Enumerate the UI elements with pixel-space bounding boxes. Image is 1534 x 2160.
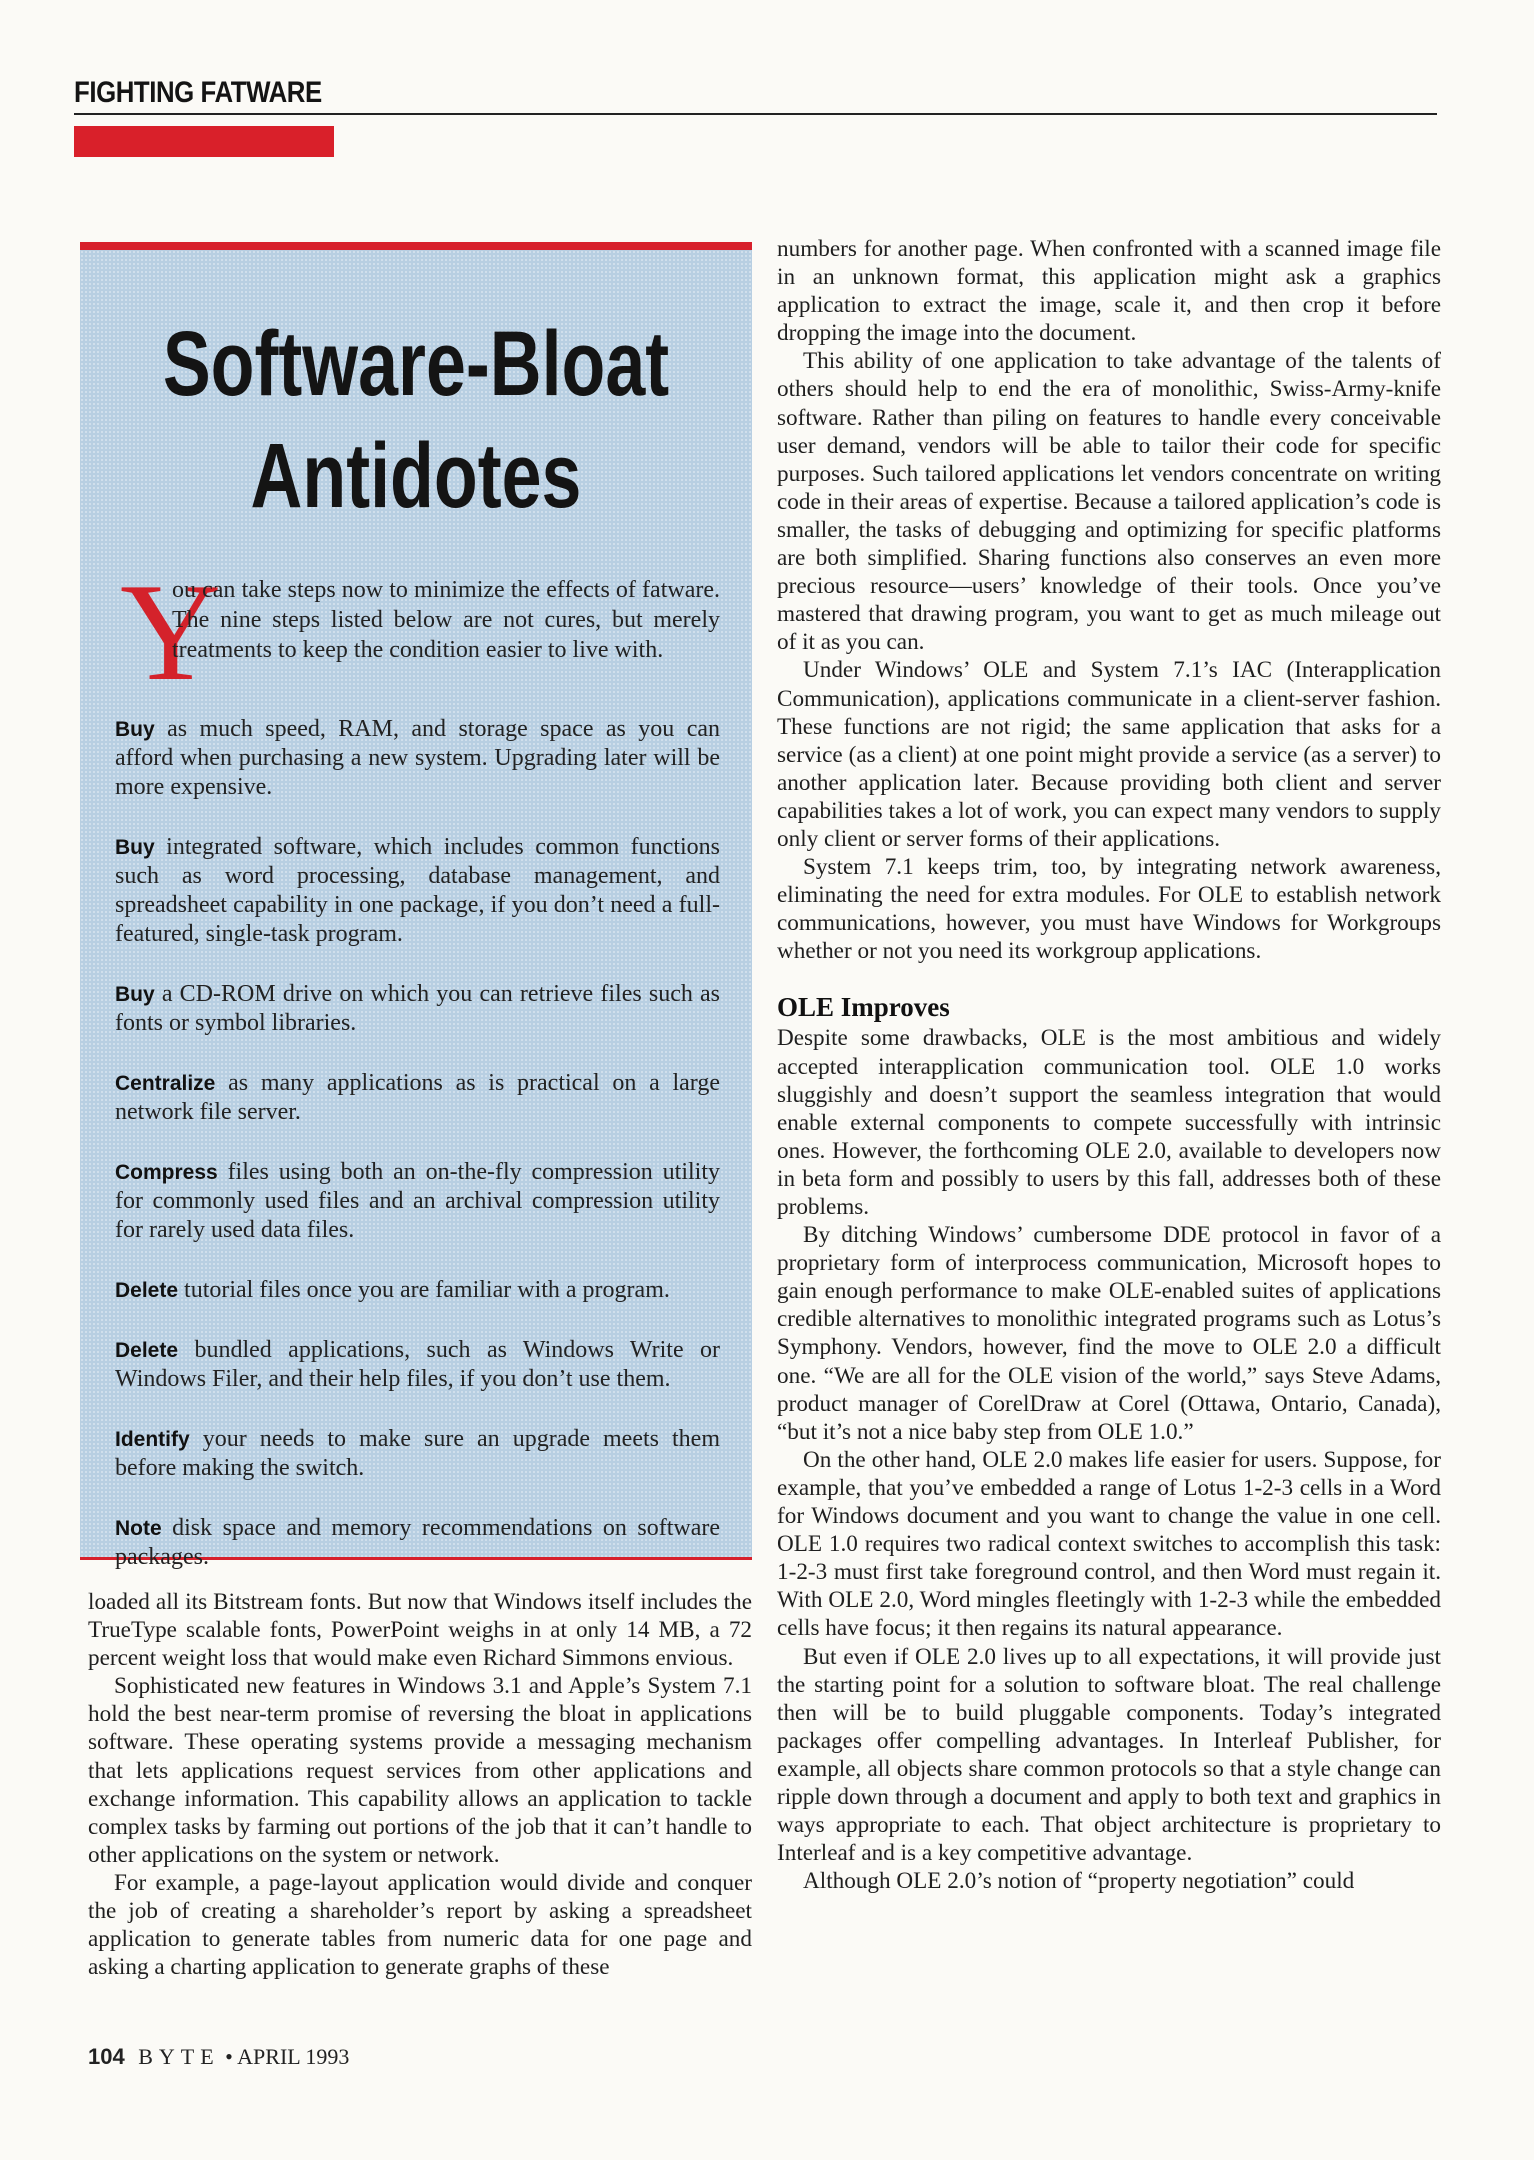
footer-separator: • [225,2044,233,2069]
body-paragraph: On the other hand, OLE 2.0 makes life easier for users. Suppose, for example, that you’ve embedded a range of Lotus 1-2-3 cells in a Word for Windows document and you want to change the value in one cell. OLE 1.0 requires two radical context switches to accomplish this task: 1-2-3 must first take foreground control, and then Word must regain it. With OLE 2.0, Word mingles fleetingly with 1-2-3 while the embedded cells have focus; it then regains its natural appearance. [777,1446,1441,1642]
tip-text: as many applications as is practical on a large network file server. [115,1070,720,1125]
section-color-bar [74,126,334,157]
tip-keyword: Centralize [115,1072,216,1095]
tip-keyword: Buy [115,718,155,741]
tip-item [115,980,720,1038]
body-paragraph: For example, a page-layout application would divide and conquer the job of creating a shareholder’s report by asking a spreadsheet application to generate tables from numeric data for one page and asking a charting application to generate graphs of these [88,1869,752,1981]
body-paragraph: But even if OLE 2.0 lives up to all expectations, it will provide just the starting point for a solution to software bloat. The real challenge then will be to build pluggable components. Today’s integrated packages offer compelling advantages. In Interleaf Publisher, for example, all objects share common protocols so that a style change can ripple down through a document and apply to both text and graphics in ways appropriate to each. That object architecture is proprietary to Interleaf and is a key competitive advantage. [777,1643,1441,1867]
body-paragraph: Sophisticated new features in Windows 3.1 and Apple’s System 7.1 hold the best near-term promise of reversing the bloat in applications software. These operating systems provide a messaging mechanism that lets applications request services from other applications and exchange information. This capability allows an application to tackle complex tasks by farming out portions of the job that it can’t handle to other applications on the system or network. [88,1673,752,1868]
tip-item [115,1158,720,1245]
tip-keyword: Identify [115,1428,190,1451]
tip-item [115,833,720,949]
tip-item [115,1276,720,1305]
tip-item [115,1336,720,1394]
issue-date: APRIL 1993 [237,2044,350,2069]
header-rule [74,113,1437,115]
section-label: FIGHTING FATWARE [74,76,322,109]
tip-item [115,715,720,802]
tip-keyword: Buy [115,836,155,859]
page-footer [88,2044,349,2070]
body-paragraph: By ditching Windows’ cumbersome DDE protocol in favor of a proprietary form of interprocess communication, Microsoft hopes to gain enough performance to make OLE-enabled suites of applications credible alternatives to monolithic integrated programs such as Lotus’s Symphony. Vendors, however, find the move to OLE 2.0 a difficult one. “We are all for the OLE vision of the world,” says Steve Adams, product manager of CorelDraw at Corel (Ottawa, Ontario, Canada), “but it’s not a nice baby step from OLE 1.0.” [777,1222,1441,1445]
tip-text: integrated software, which includes common functions such as word processing, database management, and spreadsheet capability in one package, if you don’t need a full-featured, single-task program. [115,834,720,947]
tip-item [115,1425,720,1483]
body-paragraph: System 7.1 keeps trim, too, by integrating network awareness, eliminating the need for extra modules. For OLE to establish network communications, however, you must have Windows for Workgroups whether or not you need its workgroup applications. [777,854,1441,965]
body-paragraph: Although OLE 2.0’s notion of “property negotiation” could [803,1868,1355,1895]
tip-keyword: Delete [115,1279,179,1302]
drop-cap: Y [120,555,222,710]
right-column-body [777,235,1441,1895]
left-column-body [88,1588,752,1981]
tip-text: disk space and memory recommendations on software packages. [115,1515,720,1570]
tip-text: a CD-ROM drive on which you can retrieve files such as fonts or symbol libraries. [115,981,720,1036]
body-paragraph: Despite some drawbacks, OLE is the most ambitious and widely accepted interapplication communication tool. OLE 1.0 works sluggishly and doesn’t support the seamless integration that would enable external components to compete successfully with intrinsic ones. However, the forthcoming OLE 2.0, available to developers now in beta form and possibly to users by this fall, addresses both of these problems. [777,1025,1441,1220]
tip-keyword: Compress [115,1161,218,1184]
subhead: OLE Improves [777,992,950,1023]
tip-text: your needs to make sure an upgrade meets them before making the switch. [115,1426,720,1481]
sidebar-intro [120,555,720,710]
tip-text: tutorial files once you are familiar with a program. [178,1277,670,1303]
tip-text: bundled applications, such as Windows Write or Windows Filer, and their help files, if you don’t use them. [115,1337,720,1392]
tip-item [115,1514,720,1572]
sidebar-title-line2: Antidotes [250,425,582,527]
body-paragraph: numbers for another page. When confronted with a scanned image file in an unknown format, this application might ask a graphics application to extract the image, scale it, and then crop it before dropping the image into the document. [777,236,1441,347]
page-number: 104 [88,2044,125,2069]
tip-item [115,1069,720,1127]
tip-keyword: Buy [115,983,155,1006]
sidebar-title-line1: Software-Bloat [162,313,670,415]
body-paragraph: Under Windows’ OLE and System 7.1’s IAC (Interapplication Communication), applications communicate in a client-server fashion. These functions are not rigid; the same application that asks for a service (as a client) at one point might provide a service (as a server) to another application later. Because providing both client and server capabilities takes a lot of work, you can expect many vendors to supply only client or server forms of their applications. [777,657,1441,852]
tip-text: as much speed, RAM, and storage space as you can afford when purchasing a new system. Upgrading later will be more expensive. [115,716,720,800]
tip-keyword: Note [115,1517,162,1540]
magazine-name: BYTE [138,2044,220,2069]
sidebar-box [80,242,752,1570]
tips-list [115,715,720,1603]
sidebar-intro-text: ou can take steps now to minimize the effects of fatware. The nine steps listed below are not cures, but merely treatments to keep the condition easier to live with. [172,577,720,663]
tip-keyword: Delete [115,1339,179,1362]
tip-text: files using both an on-the-fly compression utility for commonly used files and an archival compression utility for rarely used data files. [115,1159,720,1243]
body-paragraph: loaded all its Bitstream fonts. But now that Windows itself includes the TrueType scalable fonts, PowerPoint weighs in at only 14 MB, a 72 percent weight loss that would make even Richard Simmons envious. [88,1589,752,1672]
body-paragraph: This ability of one application to take advantage of the talents of others should help to end the era of monolithic, Swiss-Army-knife software. Rather than piling on features to handle every conceivable user demand, vendors will be able to tailor their code for specific purposes. Such tailored applications let vendors concentrate on writing code in their areas of expertise. Because a tailored application’s code is smaller, the tasks of debugging and optimizing for specific platforms are both simplified. Sharing functions also conserves an even more precious resource—users’ knowledge of their tools. Once you’ve mastered that drawing program, you want to get as much mileage out of it as you can. [777,348,1441,656]
